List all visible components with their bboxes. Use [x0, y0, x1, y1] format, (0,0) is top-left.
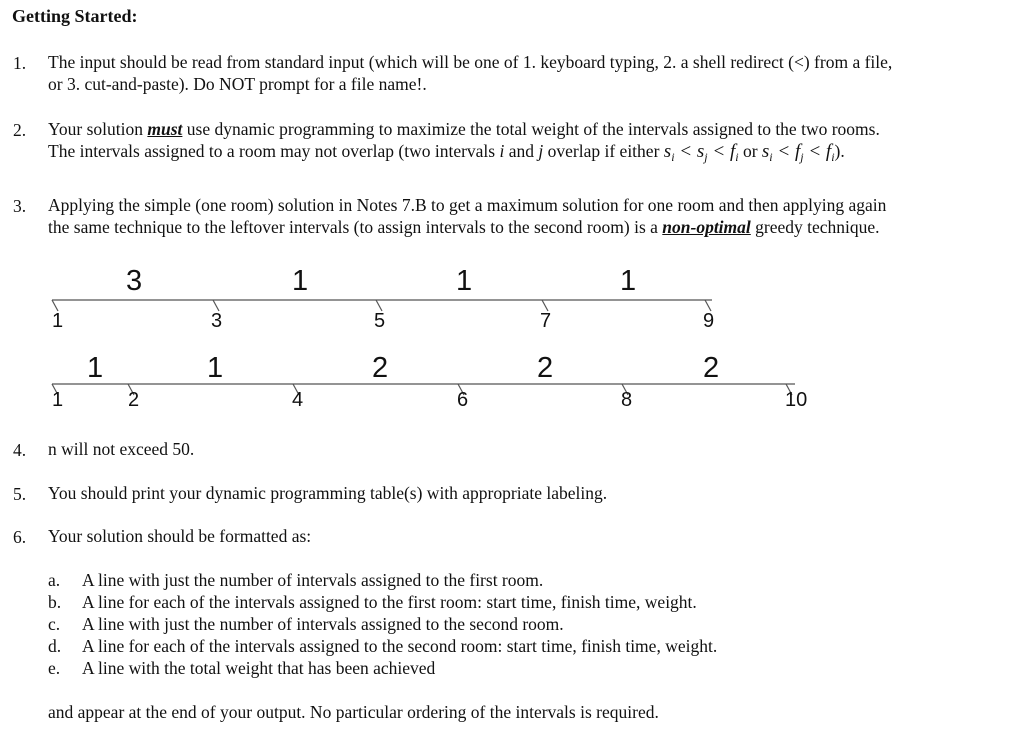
- text-run: ).: [834, 141, 845, 161]
- top-row: [52, 265, 714, 332]
- time-label: 6: [457, 389, 469, 411]
- weight-label: 1: [620, 265, 637, 297]
- math-expression-1: $s_i < s_j < f_i$: [663, 141, 739, 164]
- item-number: 6.: [13, 527, 27, 547]
- time-label: 3: [211, 310, 223, 332]
- weight-label: 1: [456, 265, 473, 297]
- weight-label: 1: [292, 265, 309, 297]
- time-label: 1: [52, 389, 64, 411]
- subitem-text: A line with the total weight that has been achieved: [82, 658, 436, 678]
- item-1-line-1: The input should be read from standard input (which will be one of 1. keyboard typing, 2. a shell redirect (<) from a file,: [48, 52, 893, 72]
- weight-label: 2: [537, 352, 554, 384]
- weight-label: 3: [126, 265, 143, 297]
- subitem-text: A line for each of the intervals assigned to the first room: start time, finish time, weight.: [82, 592, 697, 612]
- time-label: 7: [540, 310, 552, 332]
- text-run: the same technique to the leftover intervals (to assign intervals to the second room) is a: [48, 217, 663, 237]
- time-label: 8: [621, 389, 633, 411]
- weight-label: 1: [87, 352, 104, 384]
- subitem-text: A line for each of the intervals assigned to the second room: start time, finish time, weight.: [82, 636, 718, 656]
- item-number: 4.: [13, 440, 27, 460]
- bottom-row: [52, 352, 807, 411]
- time-label: 4: [292, 389, 304, 411]
- item-1-line-2: or 3. cut-and-paste). Do NOT prompt for a file name!.: [48, 74, 427, 94]
- text-run: Your solution: [48, 119, 148, 139]
- var-i: i: [499, 141, 505, 161]
- time-label: 2: [128, 389, 140, 411]
- subitem-letter: b.: [48, 592, 62, 612]
- weight-label: 2: [703, 352, 720, 384]
- item-6-text: Your solution should be formatted as:: [48, 526, 312, 546]
- text-run: and: [504, 141, 539, 161]
- item-number: 3.: [13, 196, 27, 216]
- subitem-letter: e.: [48, 658, 61, 678]
- subitem-text: A line with just the number of intervals assigned to the first room.: [82, 570, 544, 590]
- text-run: The intervals assigned to a room may not overlap (two intervals: [48, 141, 500, 161]
- item-4-text: n will not exceed 50.: [48, 439, 195, 459]
- time-label: 5: [374, 310, 386, 332]
- page-title: Getting Started:: [12, 6, 138, 26]
- math-expression-2: $s_i < f_j < f_i$: [761, 141, 835, 164]
- emphasis-non-optimal: non-optimal: [662, 217, 751, 237]
- item-number: 1.: [13, 53, 27, 73]
- item-number: 5.: [13, 484, 27, 504]
- closing-text: and appear at the end of your output. No particular ordering of the intervals is required.: [48, 702, 659, 722]
- time-label: 10: [785, 389, 808, 411]
- text-run: use dynamic programming to maximize the total weight of the intervals assigned to the two rooms.: [182, 119, 880, 139]
- text-run: overlap if either: [543, 141, 664, 161]
- time-label: 1: [52, 310, 64, 332]
- item-number: 2.: [13, 120, 27, 140]
- item-3-line-1: Applying the simple (one room) solution in Notes 7.B to get a maximum solution for one room and then applying again: [48, 195, 887, 215]
- subitem-letter: d.: [48, 636, 62, 656]
- var-j: j: [538, 141, 544, 161]
- subitem-letter: a.: [48, 570, 61, 590]
- weight-label: 2: [372, 352, 389, 384]
- text-run: greedy technique.: [750, 217, 880, 237]
- text-run: or: [738, 141, 762, 161]
- subitem-text: A line with just the number of intervals assigned to the second room.: [82, 614, 564, 634]
- weight-label: 1: [207, 352, 224, 384]
- item-5-text: You should print your dynamic programming table(s) with appropriate labeling.: [48, 483, 608, 503]
- emphasis-must: must: [147, 119, 183, 139]
- time-label: 9: [703, 310, 715, 332]
- subitem-letter: c.: [48, 614, 61, 634]
